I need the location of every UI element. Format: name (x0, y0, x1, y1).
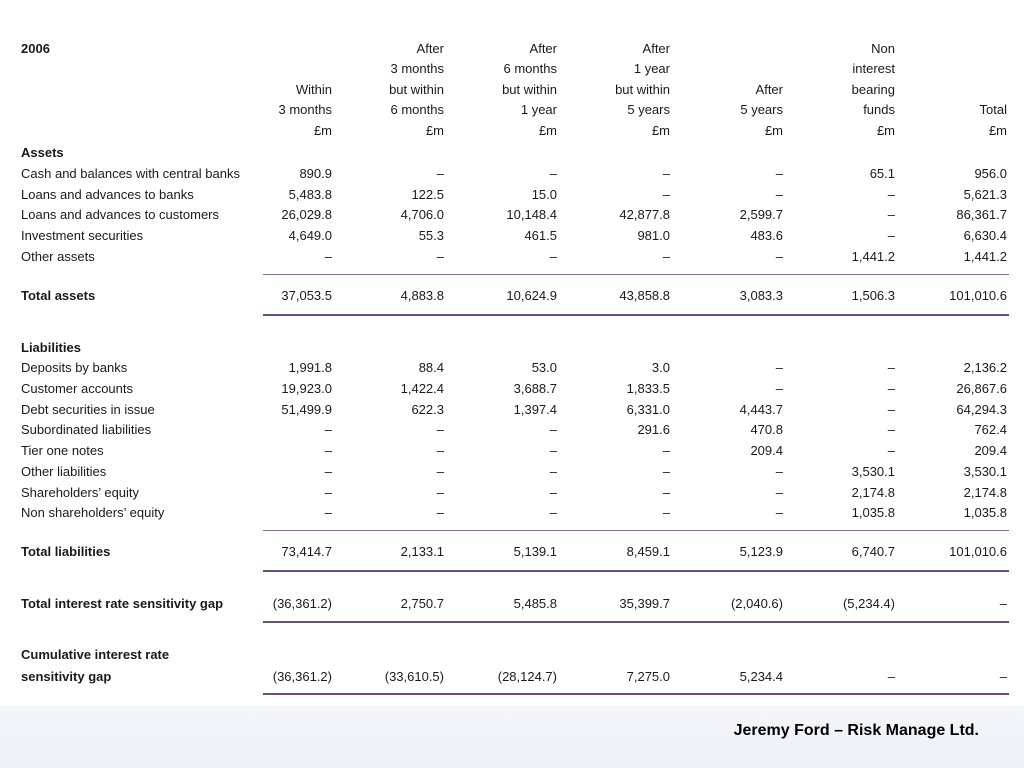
column-header-line: 1 year (633, 61, 670, 76)
column-header-line: After (529, 40, 557, 56)
gap-row-value: (36,361.2) (272, 596, 332, 611)
liability-row-value: 64,294.3 (956, 402, 1007, 417)
liability-row-value: 6,331.0 (626, 402, 670, 417)
liability-row-value: – (324, 505, 332, 520)
gap-row-value: (5,234.4) (842, 596, 895, 611)
asset-row-value: – (775, 166, 783, 181)
total-assets-row-value: 10,624.9 (506, 288, 557, 303)
cumulative-row-value: (28,124.7) (497, 669, 557, 684)
column-header-line: Within (295, 81, 332, 97)
gap-row-value: 5,485.8 (513, 596, 557, 611)
total-assets-row-value: 1,506.3 (851, 288, 895, 303)
liabilities-heading: Liabilities (21, 340, 81, 355)
total-liabilities-row-value: 6,740.7 (851, 544, 895, 559)
gap-row-value: 2,750.7 (400, 596, 444, 611)
liability-row-label: Other liabilities (21, 464, 107, 479)
asset-row-value: 1,441.2 (963, 249, 1007, 264)
liability-row-value: – (436, 443, 444, 458)
asset-row-value: – (436, 166, 444, 181)
gap-row-label: Total interest rate sensitivity gap (21, 596, 224, 611)
liability-row-value: – (887, 422, 895, 437)
column-header-line: 1 year (520, 102, 557, 117)
liability-row-value: 19,923.0 (281, 381, 332, 396)
column-header-line: After (642, 40, 670, 56)
table-rule (263, 621, 1009, 623)
table-year: 2006 (21, 41, 50, 56)
column-header-line: but within (389, 81, 444, 97)
column-header-line: 5 years (627, 102, 670, 117)
liability-row-value: 1,422.4 (400, 381, 444, 396)
liability-row-value: – (662, 485, 670, 500)
liability-row-value: – (436, 422, 444, 437)
liability-row-label: Deposits by banks (21, 360, 128, 375)
cumulative-row-value: – (887, 669, 895, 684)
column-header-line: £m (538, 122, 557, 138)
column-header-line: 6 months (390, 102, 444, 117)
liability-row-value: – (549, 505, 557, 520)
liability-row-value: – (662, 464, 670, 479)
asset-row-value: 15.0 (531, 187, 557, 202)
cumulative-label: sensitivity gap (21, 669, 112, 684)
liability-row-value: 2,136.2 (963, 360, 1007, 375)
liability-row-value: 1,035.8 (851, 505, 895, 520)
liability-row-value: 1,035.8 (963, 505, 1007, 520)
liability-row-value: 3,688.7 (513, 381, 557, 396)
asset-row-value: – (662, 166, 670, 181)
asset-row-label: Cash and balances with central banks (21, 166, 240, 181)
liability-row-value: – (662, 443, 670, 458)
column-header-line: £m (988, 122, 1007, 138)
liability-row-value: – (662, 505, 670, 520)
footer-credit: Jeremy Ford – Risk Manage Ltd. (733, 722, 979, 739)
total-assets-row-value: 101,010.6 (949, 288, 1007, 303)
liability-row-label: Subordinated liabilities (21, 422, 152, 437)
asset-row-label: Loans and advances to banks (21, 187, 194, 202)
asset-row-value: 5,483.8 (288, 187, 332, 202)
liability-row-value: 470.8 (750, 422, 783, 437)
table-rule (263, 274, 1009, 275)
asset-row-value: – (662, 187, 670, 202)
liability-row-value: 209.4 (750, 443, 783, 458)
asset-row-value: 1,441.2 (851, 249, 895, 264)
cumulative-row-value: 7,275.0 (626, 669, 670, 684)
column-header-line: interest (852, 61, 895, 76)
column-header-line: 6 months (503, 61, 557, 76)
total-assets-row-value: 37,053.5 (281, 288, 332, 303)
liability-row-value: – (324, 464, 332, 479)
liability-row-value: – (549, 422, 557, 437)
assets-heading: Assets (21, 145, 64, 160)
liability-row-value: – (775, 464, 783, 479)
asset-row-value: 26,029.8 (281, 207, 332, 222)
asset-row-value: 2,599.7 (739, 207, 783, 222)
total-liabilities-row-value: 5,139.1 (513, 544, 557, 559)
asset-row-value: 981.0 (637, 228, 670, 243)
asset-row-value: – (436, 249, 444, 264)
gap-row-value: – (999, 596, 1007, 611)
column-header-line: Total (979, 102, 1007, 117)
total-liabilities-row-value: 2,133.1 (400, 544, 444, 559)
liability-row-value: – (887, 381, 895, 396)
gap-row-value: (2,040.6) (730, 596, 783, 611)
liability-row-value: 26,867.6 (956, 381, 1007, 396)
liability-row-value: – (775, 360, 783, 375)
total-liabilities-row-value: 5,123.9 (739, 544, 783, 559)
column-header-line: £m (425, 122, 444, 138)
liability-row-value: 1,397.4 (513, 402, 557, 417)
liability-row-value: 1,833.5 (626, 381, 670, 396)
column-header-line: 3 months (390, 61, 444, 76)
liability-row-label: Shareholders’ equity (21, 485, 140, 500)
liability-row-value: – (324, 443, 332, 458)
column-header-line: 3 months (278, 102, 332, 117)
column-header-line: but within (615, 81, 670, 97)
liability-row-value: 3,530.1 (963, 464, 1007, 479)
asset-row-value: 890.9 (299, 166, 332, 181)
asset-row-label: Other assets (21, 249, 95, 264)
asset-row-label: Loans and advances to customers (21, 207, 220, 222)
column-header-line: but within (502, 81, 557, 97)
gap-row-value: 35,399.7 (619, 596, 670, 611)
table-rule (263, 693, 1009, 695)
liability-row-value: 209.4 (974, 443, 1007, 458)
asset-row-value: – (324, 249, 332, 264)
cumulative-label: Cumulative interest rate (21, 647, 170, 662)
liability-row-label: Non shareholders’ equity (21, 505, 165, 520)
column-header-line: £m (764, 122, 783, 138)
liability-row-value: – (436, 485, 444, 500)
liability-row-value: 2,174.8 (851, 485, 895, 500)
total-liabilities-row-label: Total liabilities (21, 544, 111, 559)
cumulative-row-value: 5,234.4 (739, 669, 783, 684)
liability-row-value: – (324, 485, 332, 500)
total-liabilities-row-value: 101,010.6 (949, 544, 1007, 559)
liability-row-value: – (775, 381, 783, 396)
asset-row-value: 55.3 (418, 228, 444, 243)
liability-row-value: 3.0 (651, 360, 670, 375)
asset-row-value: – (887, 228, 895, 243)
cumulative-row-value: – (999, 669, 1007, 684)
liability-row-value: – (775, 485, 783, 500)
total-assets-row-value: 4,883.8 (400, 288, 444, 303)
liability-row-value: 88.4 (418, 360, 444, 375)
liability-row-value: – (887, 360, 895, 375)
column-header-line: bearing (851, 81, 895, 97)
liability-row-value: – (887, 402, 895, 417)
liability-row-value: 622.3 (411, 402, 444, 417)
asset-row-value: 4,706.0 (400, 207, 444, 222)
table-rule (263, 530, 1009, 531)
column-header-line: £m (651, 122, 670, 138)
liability-row-value: 51,499.9 (281, 402, 332, 417)
column-header-line: After (416, 40, 444, 56)
liability-row-value: 2,174.8 (963, 485, 1007, 500)
liability-row-value: 53.0 (531, 360, 557, 375)
liability-row-value: – (324, 422, 332, 437)
total-assets-row-value: 3,083.3 (739, 288, 783, 303)
asset-row-value: – (775, 249, 783, 264)
liability-row-value: – (436, 464, 444, 479)
asset-row-value: 122.5 (411, 187, 444, 202)
asset-row-value: 65.1 (869, 166, 895, 181)
liability-row-value: 762.4 (974, 422, 1007, 437)
cumulative-row-value: (36,361.2) (272, 669, 332, 684)
liability-row-label: Customer accounts (21, 381, 133, 396)
liability-row-value: 4,443.7 (739, 402, 783, 417)
total-assets-row-label: Total assets (21, 288, 96, 303)
liability-row-value: 291.6 (637, 422, 670, 437)
asset-row-value: 42,877.8 (619, 207, 670, 222)
liability-row-value: – (775, 505, 783, 520)
liability-row-value: 3,530.1 (851, 464, 895, 479)
liability-row-value: – (549, 443, 557, 458)
total-assets-row-value: 43,858.8 (619, 288, 670, 303)
asset-row-value: 10,148.4 (506, 207, 557, 222)
column-header-line: funds (863, 102, 895, 117)
asset-row-label: Investment securities (21, 228, 144, 243)
total-liabilities-row-value: 8,459.1 (626, 544, 670, 559)
cumulative-row-value: (33,610.5) (384, 669, 444, 684)
column-header-line: After (755, 81, 783, 97)
column-header-line: £m (876, 122, 895, 138)
asset-row-value: 483.6 (750, 228, 783, 243)
liability-row-value: – (887, 443, 895, 458)
table-rule (263, 570, 1009, 572)
liability-row-value: – (549, 464, 557, 479)
liability-row-value: – (549, 485, 557, 500)
column-header-line: 5 years (740, 102, 783, 117)
asset-row-value: – (775, 187, 783, 202)
asset-row-value: 956.0 (974, 166, 1007, 181)
column-header-line: £m (313, 122, 332, 138)
liability-row-label: Debt securities in issue (21, 402, 155, 417)
column-header-line: Non (871, 40, 895, 56)
asset-row-value: 461.5 (524, 228, 557, 243)
asset-row-value: – (662, 249, 670, 264)
liability-row-label: Tier one notes (21, 443, 104, 458)
total-liabilities-row-value: 73,414.7 (281, 544, 332, 559)
asset-row-value: – (887, 187, 895, 202)
asset-row-value: – (549, 166, 557, 181)
asset-row-value: 5,621.3 (963, 187, 1007, 202)
asset-row-value: – (549, 249, 557, 264)
liability-row-value: 1,991.8 (288, 360, 332, 375)
table-rule (263, 314, 1009, 316)
asset-row-value: 4,649.0 (288, 228, 332, 243)
asset-row-value: 86,361.7 (956, 207, 1007, 222)
asset-row-value: – (887, 207, 895, 222)
liability-row-value: – (436, 505, 444, 520)
asset-row-value: 6,630.4 (963, 228, 1007, 243)
